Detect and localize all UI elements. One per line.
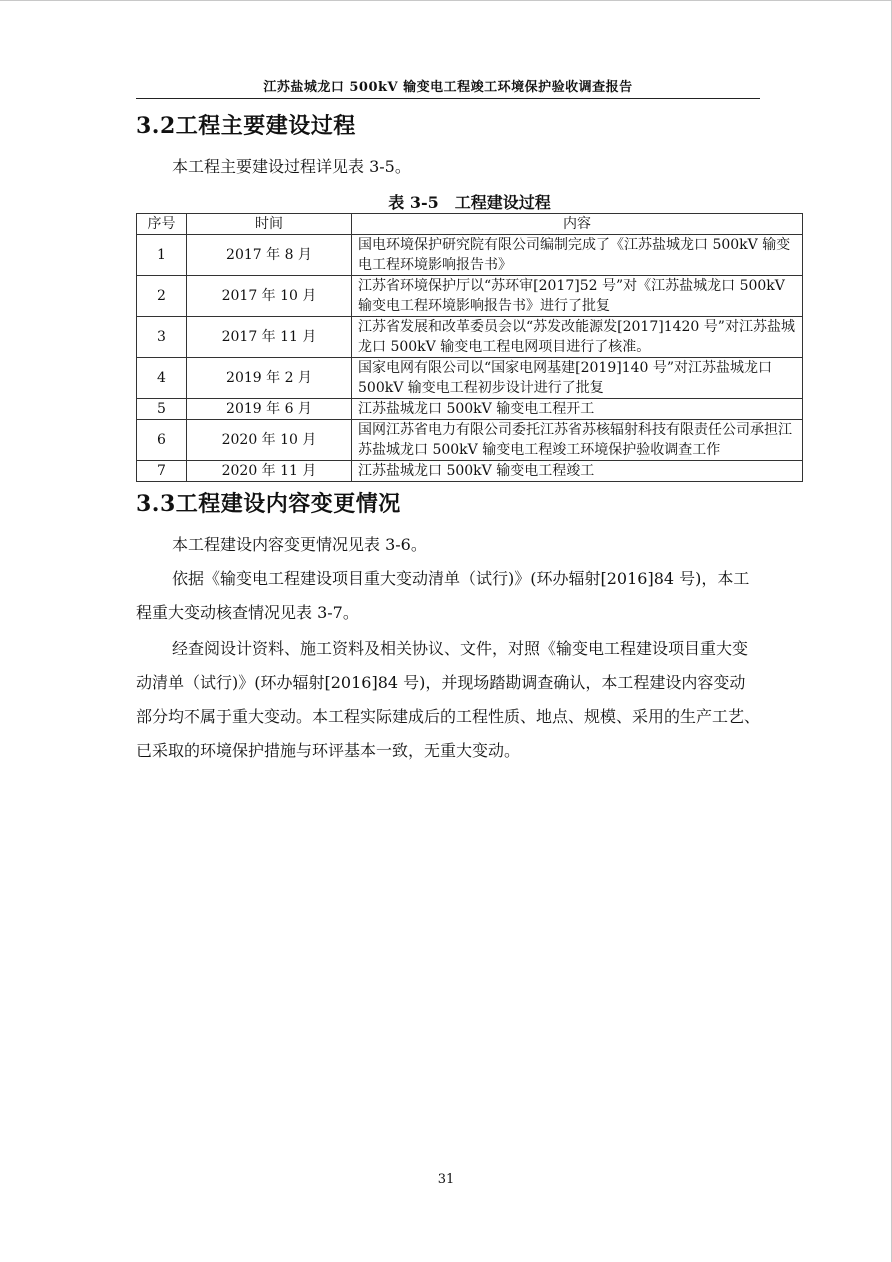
row-content: 江苏省环境保护厅以“苏环审[2017]52 号”对《江苏盐城龙口 500kV 输变电工程环境影响报告书》进行了批复	[352, 276, 803, 317]
row-number: 3	[137, 317, 187, 358]
row-number: 4	[137, 358, 187, 399]
row-time: 2019 年 6 月	[187, 399, 352, 420]
page-border-top	[0, 0, 892, 1]
row-time: 2020 年 10 月	[187, 420, 352, 461]
column-header-no: 序号	[137, 214, 187, 235]
row-content: 国家电网有限公司以“国家电网基建[2019]140 号”对江苏盐城龙口 500kV 输变电工程初步设计进行了批复	[352, 358, 803, 399]
section-3-3-paragraph-1: 本工程建设内容变更情况见表 3-6。	[172, 535, 427, 554]
row-content: 国网江苏省电力有限公司委托江苏省苏核辐射科技有限责任公司承担江苏盐城龙口 500kV 输变电工程竣工环境保护验收调查工作	[352, 420, 803, 461]
table-row	[137, 276, 803, 317]
row-number: 2	[137, 276, 187, 317]
row-number: 1	[137, 235, 187, 276]
row-content: 国电环境保护研究院有限公司编制完成了《江苏盐城龙口 500kV 输变电工程环境影响报告书》	[352, 235, 803, 276]
page-number: 31	[437, 1172, 455, 1187]
column-header-content: 内容	[352, 214, 803, 235]
section-3-2-intro: 本工程主要建设过程详见表 3-5。	[172, 157, 411, 176]
row-time: 2019 年 2 月	[187, 358, 352, 399]
column-header-time: 时间	[187, 214, 352, 235]
section-3-3-heading: 3.3工程建设内容变更情况	[136, 491, 401, 517]
row-time: 2017 年 8 月	[187, 235, 352, 276]
row-number: 6	[137, 420, 187, 461]
table-3-5-caption: 表 3-5 工程建设过程	[388, 193, 551, 212]
row-time: 2020 年 11 月	[187, 461, 352, 482]
row-content: 江苏省发展和改革委员会以“苏发改能源发[2017]1420 号”对江苏盐城龙口 500kV 输变电工程电网项目进行了核准。	[352, 317, 803, 358]
table-row	[137, 461, 803, 482]
row-number: 5	[137, 399, 187, 420]
table-row	[137, 235, 803, 276]
construction-process-table	[136, 213, 803, 482]
section-3-3-paragraph-3: 经查阅设计资料、施工资料及相关协议、文件，对照《输变电工程建设项目重大变动清单（试行)》(环办辐射[2016]84 号)，并现场踏勘调查确认，本工程建设内容变动部分均不属于重大变动。本工程实际建成后的工程性质、地点、规模、采用的生产工艺、已采取的环境保护措施与环评基本一致，无重大变动。	[136, 639, 761, 760]
row-time: 2017 年 11 月	[187, 317, 352, 358]
table-row	[137, 420, 803, 461]
section-3-2-heading: 3.2工程主要建设过程	[136, 113, 356, 139]
table-header-row	[137, 214, 803, 235]
table-row	[137, 399, 803, 420]
header-rule	[136, 98, 760, 99]
running-header-title: 江苏盐城龙口 500kV 输变电工程竣工环境保护验收调查报告	[263, 80, 633, 95]
row-content: 江苏盐城龙口 500kV 输变电工程开工	[352, 399, 803, 420]
row-time: 2017 年 10 月	[187, 276, 352, 317]
row-number: 7	[137, 461, 187, 482]
table-row	[137, 317, 803, 358]
table-row	[137, 358, 803, 399]
row-content: 江苏盐城龙口 500kV 输变电工程竣工	[352, 461, 803, 482]
section-3-3-paragraph-2: 依据《输变电工程建设项目重大变动清单（试行)》(环办辐射[2016]84 号)，本工程重大变动核查情况见表 3-7。	[136, 569, 750, 622]
